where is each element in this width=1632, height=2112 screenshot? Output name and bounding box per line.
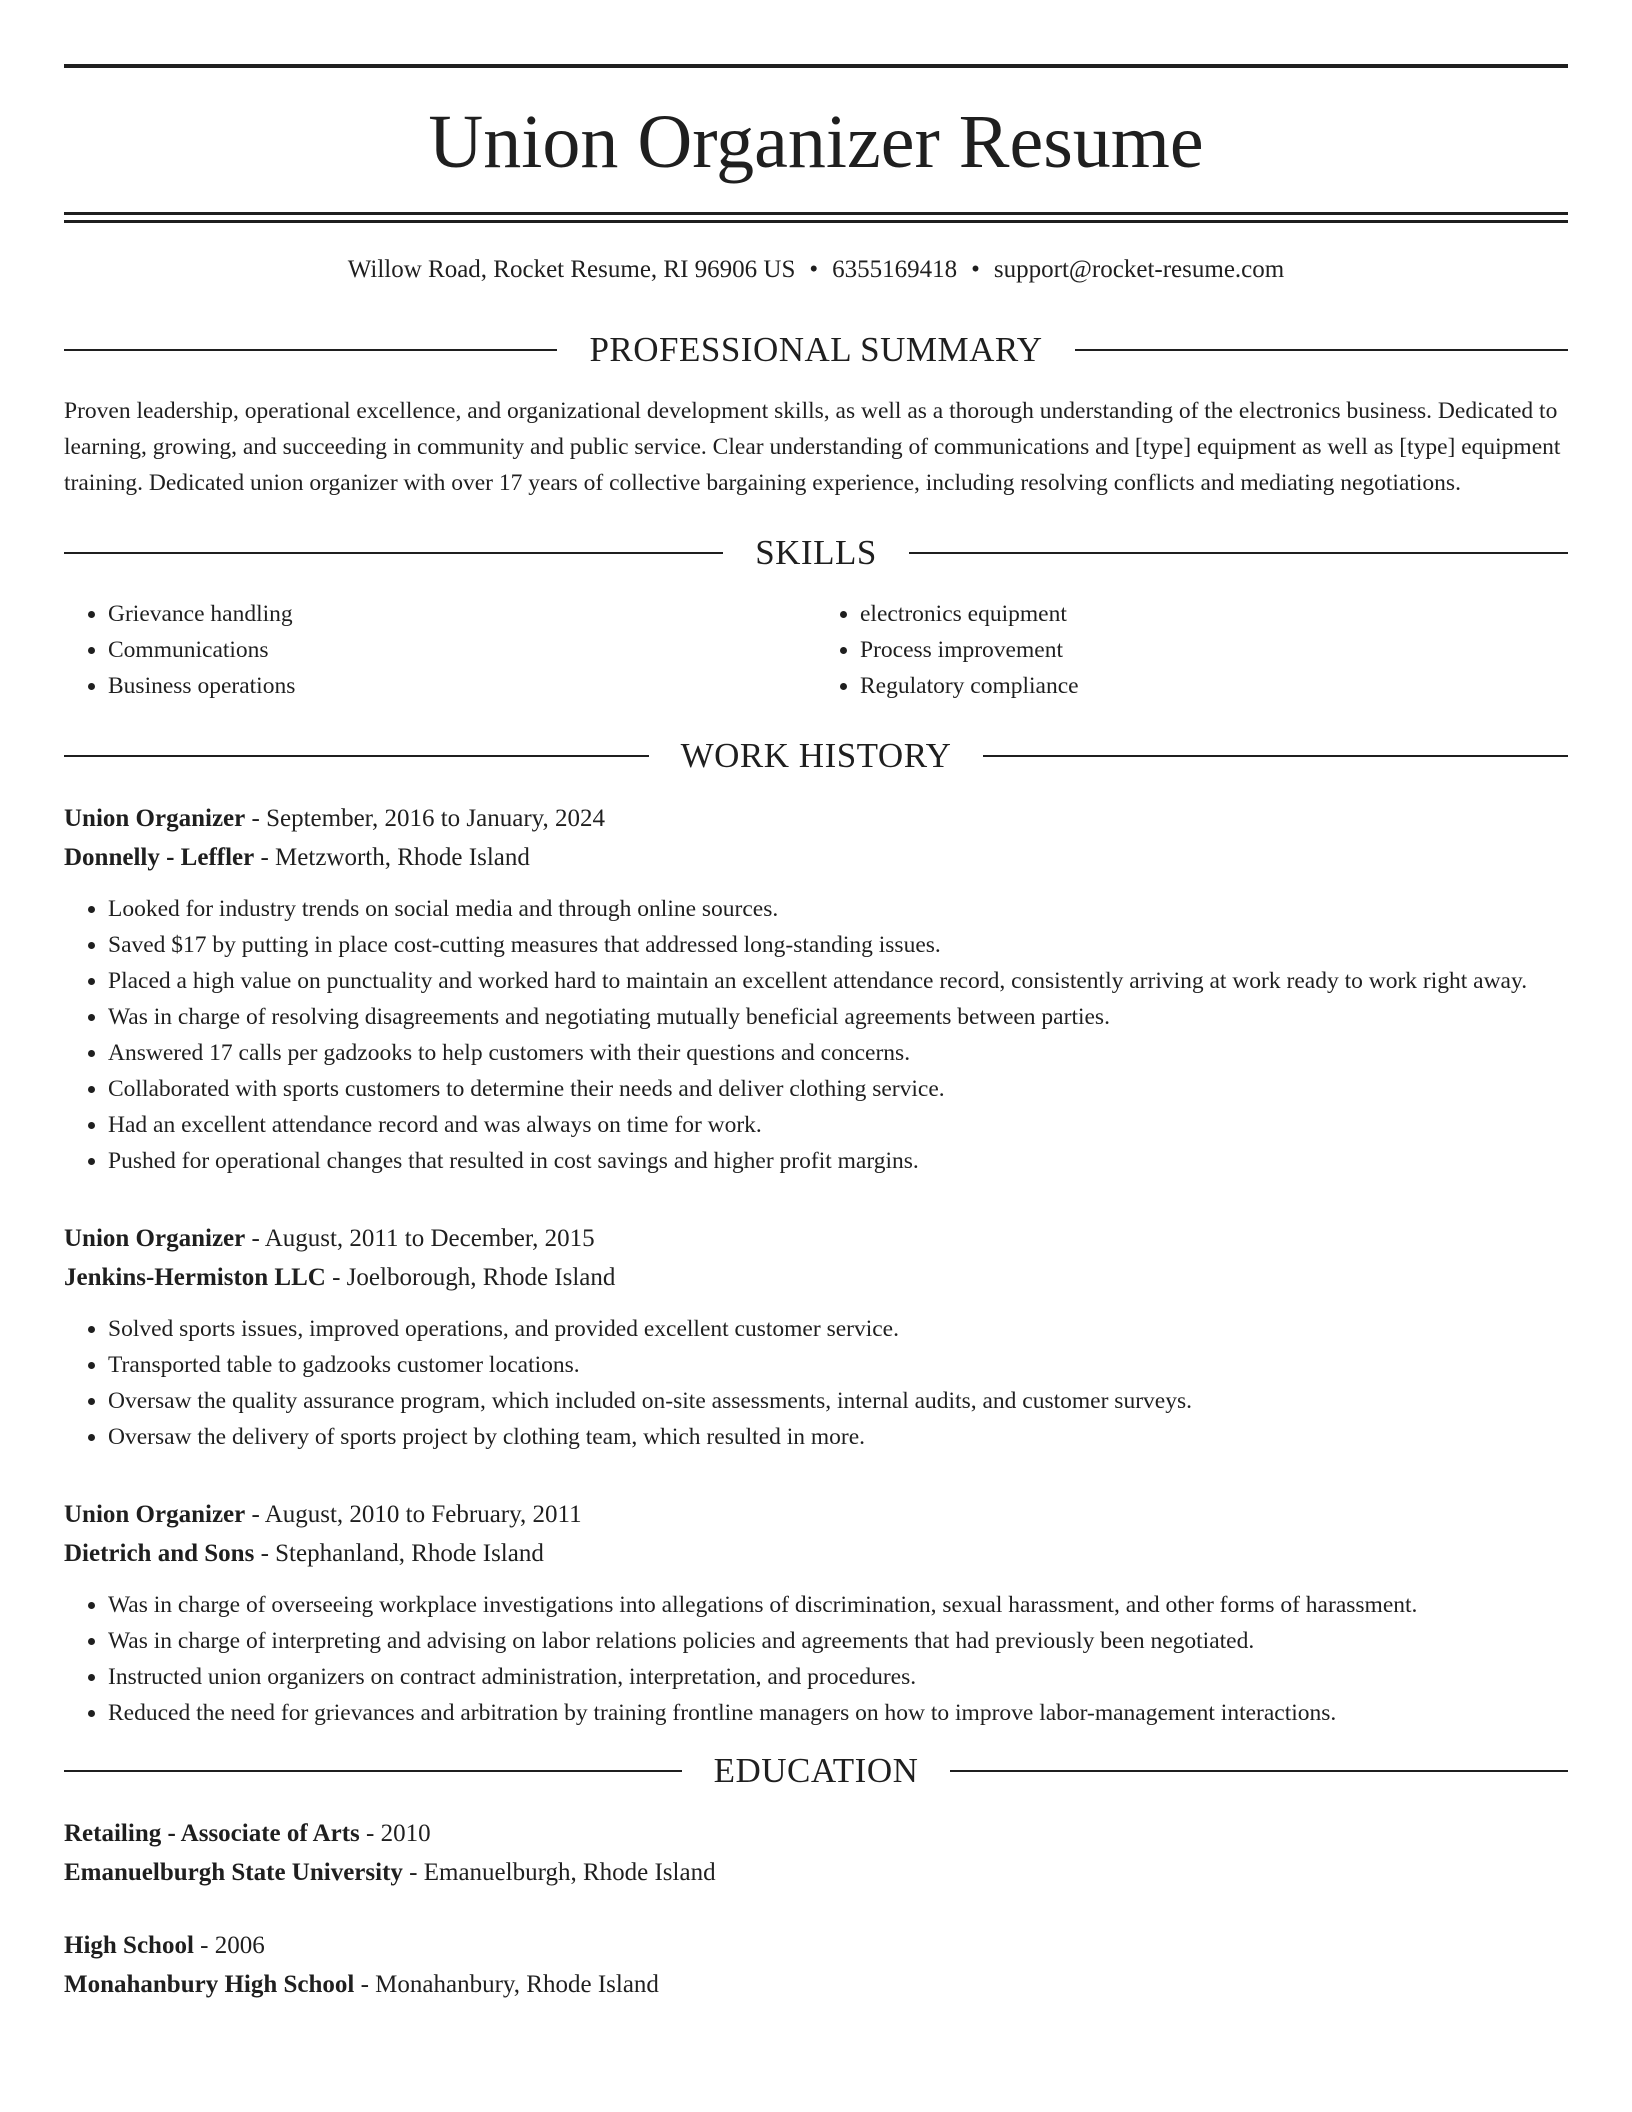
- education-school-line: [64, 1853, 1568, 1892]
- education-school: Emanuelburgh State University: [64, 1859, 403, 1886]
- job-bullets: [64, 1311, 1568, 1455]
- resume-title: Union Organizer Resume: [428, 100, 1204, 184]
- job-bullet: • Placed a high value on punctuality and worked hard to maintain an excellent attendance record, consistently arriving at work ready to work right away.: [108, 963, 1568, 999]
- job-location: - Metzworth, Rhode Island: [254, 844, 530, 871]
- job-bullet: • Was in charge of interpreting and advising on labor relations policies and agreements that had previously been negotiated.: [108, 1623, 1568, 1659]
- contact-line: [64, 257, 1568, 282]
- job-bullet: • Oversaw the delivery of sports project by clothing team, which resulted in more.: [108, 1419, 1568, 1455]
- education-degree: High School: [64, 1932, 194, 1959]
- job-dates: - August, 2010 to February, 2011: [245, 1501, 582, 1528]
- skill-item: • electronics equipment: [860, 596, 1568, 632]
- education-location: - Monahanbury, Rhode Island: [354, 1971, 659, 1998]
- job-company-line: [64, 1258, 1568, 1297]
- job-bullet: • Reduced the need for grievances and arbitration by training frontline managers on how to improve labor-management interactions.: [108, 1695, 1568, 1731]
- job-bullet: • Transported table to gadzooks customer locations.: [108, 1347, 1568, 1383]
- section-title-work: WORK HISTORY: [680, 736, 952, 775]
- skill-item: • Process improvement: [860, 632, 1568, 668]
- job-bullet: • Was in charge of resolving disagreements and negotiating mutually beneficial agreements between parties.: [108, 999, 1568, 1035]
- education-school-line: [64, 1965, 1568, 2004]
- skills-column-left: [64, 596, 816, 704]
- job-dates: - September, 2016 to January, 2024: [245, 805, 606, 832]
- job-company: Jenkins-Hermiston LLC: [64, 1264, 326, 1291]
- education-degree-line: [64, 1926, 1568, 1965]
- job-company-line: [64, 1534, 1568, 1573]
- contact-phone: 6355169418: [832, 256, 958, 283]
- job-bullet: • Collaborated with sports customers to determine their needs and deliver clothing service.: [108, 1071, 1568, 1107]
- job-bullet: • Was in charge of overseeing workplace investigations into allegations of discrimination, sexual harassment, and other forms of harassment.: [108, 1587, 1568, 1623]
- skill-item: • Business operations: [108, 668, 816, 704]
- job-bullet: • Saved $17 by putting in place cost-cutting measures that addressed long-standing issues.: [108, 927, 1568, 963]
- job-bullets: [64, 1587, 1568, 1731]
- job-bullet: • Looked for industry trends on social media and through online sources.: [108, 891, 1568, 927]
- job-company: Dietrich and Sons: [64, 1540, 255, 1567]
- section-rule: [64, 552, 723, 554]
- job-entry: [64, 799, 1568, 1179]
- contact-email: support@rocket-resume.com: [993, 256, 1285, 283]
- job-entry: [64, 1495, 1568, 1731]
- job-location: - Stephanland, Rhode Island: [254, 1540, 544, 1567]
- contact-separator: •: [971, 256, 980, 283]
- job-bullet: • Instructed union organizers on contract administration, interpretation, and procedures.: [108, 1659, 1568, 1695]
- contact-address: Willow Road, Rocket Resume, RI 96906 US: [347, 256, 796, 283]
- section-rule: [909, 552, 1568, 554]
- section-title-summary: PROFESSIONAL SUMMARY: [589, 330, 1043, 369]
- section-header-skills: [64, 535, 1568, 570]
- section-rule: [64, 349, 557, 351]
- section-rule: [64, 755, 649, 757]
- job-title: Union Organizer: [64, 805, 246, 832]
- resume-page: [64, 64, 1568, 2004]
- job-entry: [64, 1219, 1568, 1455]
- job-company-line: [64, 838, 1568, 877]
- skill-item: • Regulatory compliance: [860, 668, 1568, 704]
- section-header-work: [64, 738, 1568, 773]
- skill-item: • Communications: [108, 632, 816, 668]
- education-school: Monahanbury High School: [64, 1971, 355, 1998]
- job-bullet: • Pushed for operational changes that resulted in cost savings and higher profit margins.: [108, 1143, 1568, 1179]
- job-company: Donnelly - Leffler: [64, 844, 255, 871]
- section-title-education: EDUCATION: [713, 1751, 919, 1790]
- education-entry: [64, 1814, 1568, 1892]
- top-rule: [64, 64, 1568, 68]
- section-rule: [1075, 349, 1568, 351]
- education-degree-line: [64, 1814, 1568, 1853]
- education-year: - 2006: [193, 1932, 265, 1959]
- title-double-rule: [64, 212, 1568, 223]
- education-entry: [64, 1926, 1568, 2004]
- skills-list: [64, 596, 1568, 704]
- section-title-skills: SKILLS: [755, 533, 877, 572]
- section-header-education: [64, 1753, 1568, 1788]
- contact-separator: •: [809, 256, 819, 283]
- job-title-line: [64, 1219, 1568, 1258]
- section-header-summary: [64, 332, 1568, 367]
- skill-item: • Grievance handling: [108, 596, 816, 632]
- education-degree: Retailing - Associate of Arts: [64, 1820, 360, 1847]
- education-year: - 2010: [359, 1820, 431, 1847]
- job-bullet: • Answered 17 calls per gadzooks to help customers with their questions and concerns.: [108, 1035, 1568, 1071]
- job-title-line: [64, 799, 1568, 838]
- job-title: Union Organizer: [64, 1501, 246, 1528]
- section-rule: [950, 1770, 1568, 1772]
- job-title: Union Organizer: [64, 1225, 246, 1252]
- summary-text: Proven leadership, operational excellence, and organizational development skills, as well as a thorough understanding of the electronics business. Dedicated to learning, growing, and succeeding in community and public service. Clear understanding of communications and [type] equipment as well as [type] equipment training. Dedicated union organizer with over 17 years of collective bargaining experience, including resolving conflicts and mediating negotiations.: [64, 398, 1561, 496]
- job-bullets: [64, 891, 1568, 1179]
- job-bullet: • Had an excellent attendance record and was always on time for work.: [108, 1107, 1568, 1143]
- job-title-line: [64, 1495, 1568, 1534]
- section-rule: [983, 755, 1568, 757]
- education-location: - Emanuelburgh, Rhode Island: [402, 1859, 716, 1886]
- job-dates: - August, 2011 to December, 2015: [245, 1225, 595, 1252]
- job-bullet: • Oversaw the quality assurance program, which included on-site assessments, internal audits, and customer surveys.: [108, 1383, 1568, 1419]
- skills-column-right: [816, 596, 1568, 704]
- job-bullet: • Solved sports issues, improved operations, and provided excellent customer service.: [108, 1311, 1568, 1347]
- job-location: - Joelborough, Rhode Island: [325, 1264, 616, 1291]
- section-rule: [64, 1770, 682, 1772]
